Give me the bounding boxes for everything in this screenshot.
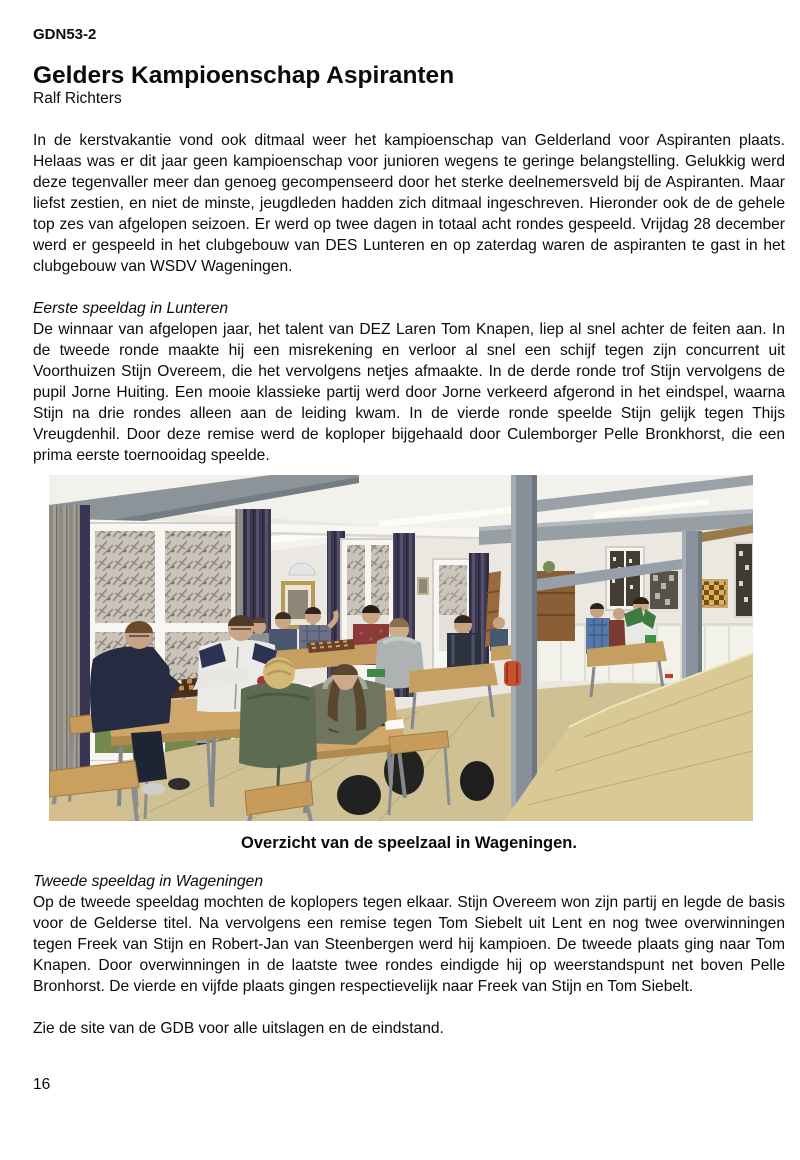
article-author: Ralf Richters — [33, 90, 122, 107]
article-title: Gelders Kampioenschap Aspiranten — [33, 62, 455, 89]
closing-line: Zie de site van de GDB voor alle uitslagen en de eindstand. — [33, 1020, 444, 1037]
issue-code: GDN53-2 — [33, 26, 97, 43]
photo-demo-checkerboard — [702, 582, 726, 606]
page-number: 16 — [33, 1076, 51, 1093]
photo-caption: Overzicht van de speelzaal in Wageningen. — [241, 834, 577, 852]
section-heading-lunteren: Eerste speeldag in Lunteren — [33, 300, 229, 317]
section-heading-wageningen: Tweede speeldag in Wageningen — [33, 873, 264, 890]
section-body-wageningen: Op de tweede speeldag mochten de koplopers tegen elkaar. Stijn Overeem won zijn partij en legde de basis voor de Gelderse titel. Na vervolgens een remise tegen Tom Siebelt uit Lent en nog twee overwinningen tegen Freek van Stijn en Robert-Jan van Steenbergen werd hij kampioen. De tweede plaats ging naar Tom Knapen. Door overwinningen in de laatste twee rondes eindigde hij op weerstandspunt net boven Pelle Bronhorst. De vierde en vijfde plaats gingen respectievelijk naar Freek van Stijn en Tom Siebelt. — [33, 894, 785, 995]
section-body-lunteren: De winnaar van afgelopen jaar, het talent van DEZ Laren Tom Knapen, liep al snel achter de feiten aan. In de tweede ronde maakte hij een misrekening en verloor al snel een schijf tegen zijn concurrent uit Voorthuizen Stijn Overeem, die het vervolgens netjes afmaakte. In de derde ronde trof Stijn vervolgens de pupil Jorne Huiting. Een mooie klassieke partij werd door Jorne verkeerd afgerond in het eindspel, waarna Stijn na drie rondes alleen aan de leiding kwam. In de vierde ronde speelde Stijn gelijk tegen Thijs Vreugdenhil. Door deze remise werd de koploper bijgehaald door Culemborger Pelle Bronkhorst, die een prima eerste toernooidag speelde. — [33, 321, 785, 464]
intro-paragraph: In de kerstvakantie vond ook ditmaal weer het kampioenschap van Gelderland voor Aspiranten plaats. Helaas was er dit jaar geen kampioenschap voor junioren wegens te geringe belangstelling. Gelukkig werd deze tegenvaller meer dan genoeg gecompenseerd door het sterke deelnemersveld bij de Aspiranten. Maar liefst zestien, en niet de minste, jeugdleden hadden zich ditmaal ingeschreven. Hieronder ook de de gehele top zes van afgelopen seizoen. Er werd op twee dagen in totaal acht rondes gespeeld. Vrijdag 28 december werd er gespeeld in het clubgebouw van DES Lunteren en op zaterdag waren de aspiranten te gast in het clubgebouw van WSDV Wageningen. — [33, 132, 785, 275]
speelzaal-photo — [49, 475, 753, 821]
